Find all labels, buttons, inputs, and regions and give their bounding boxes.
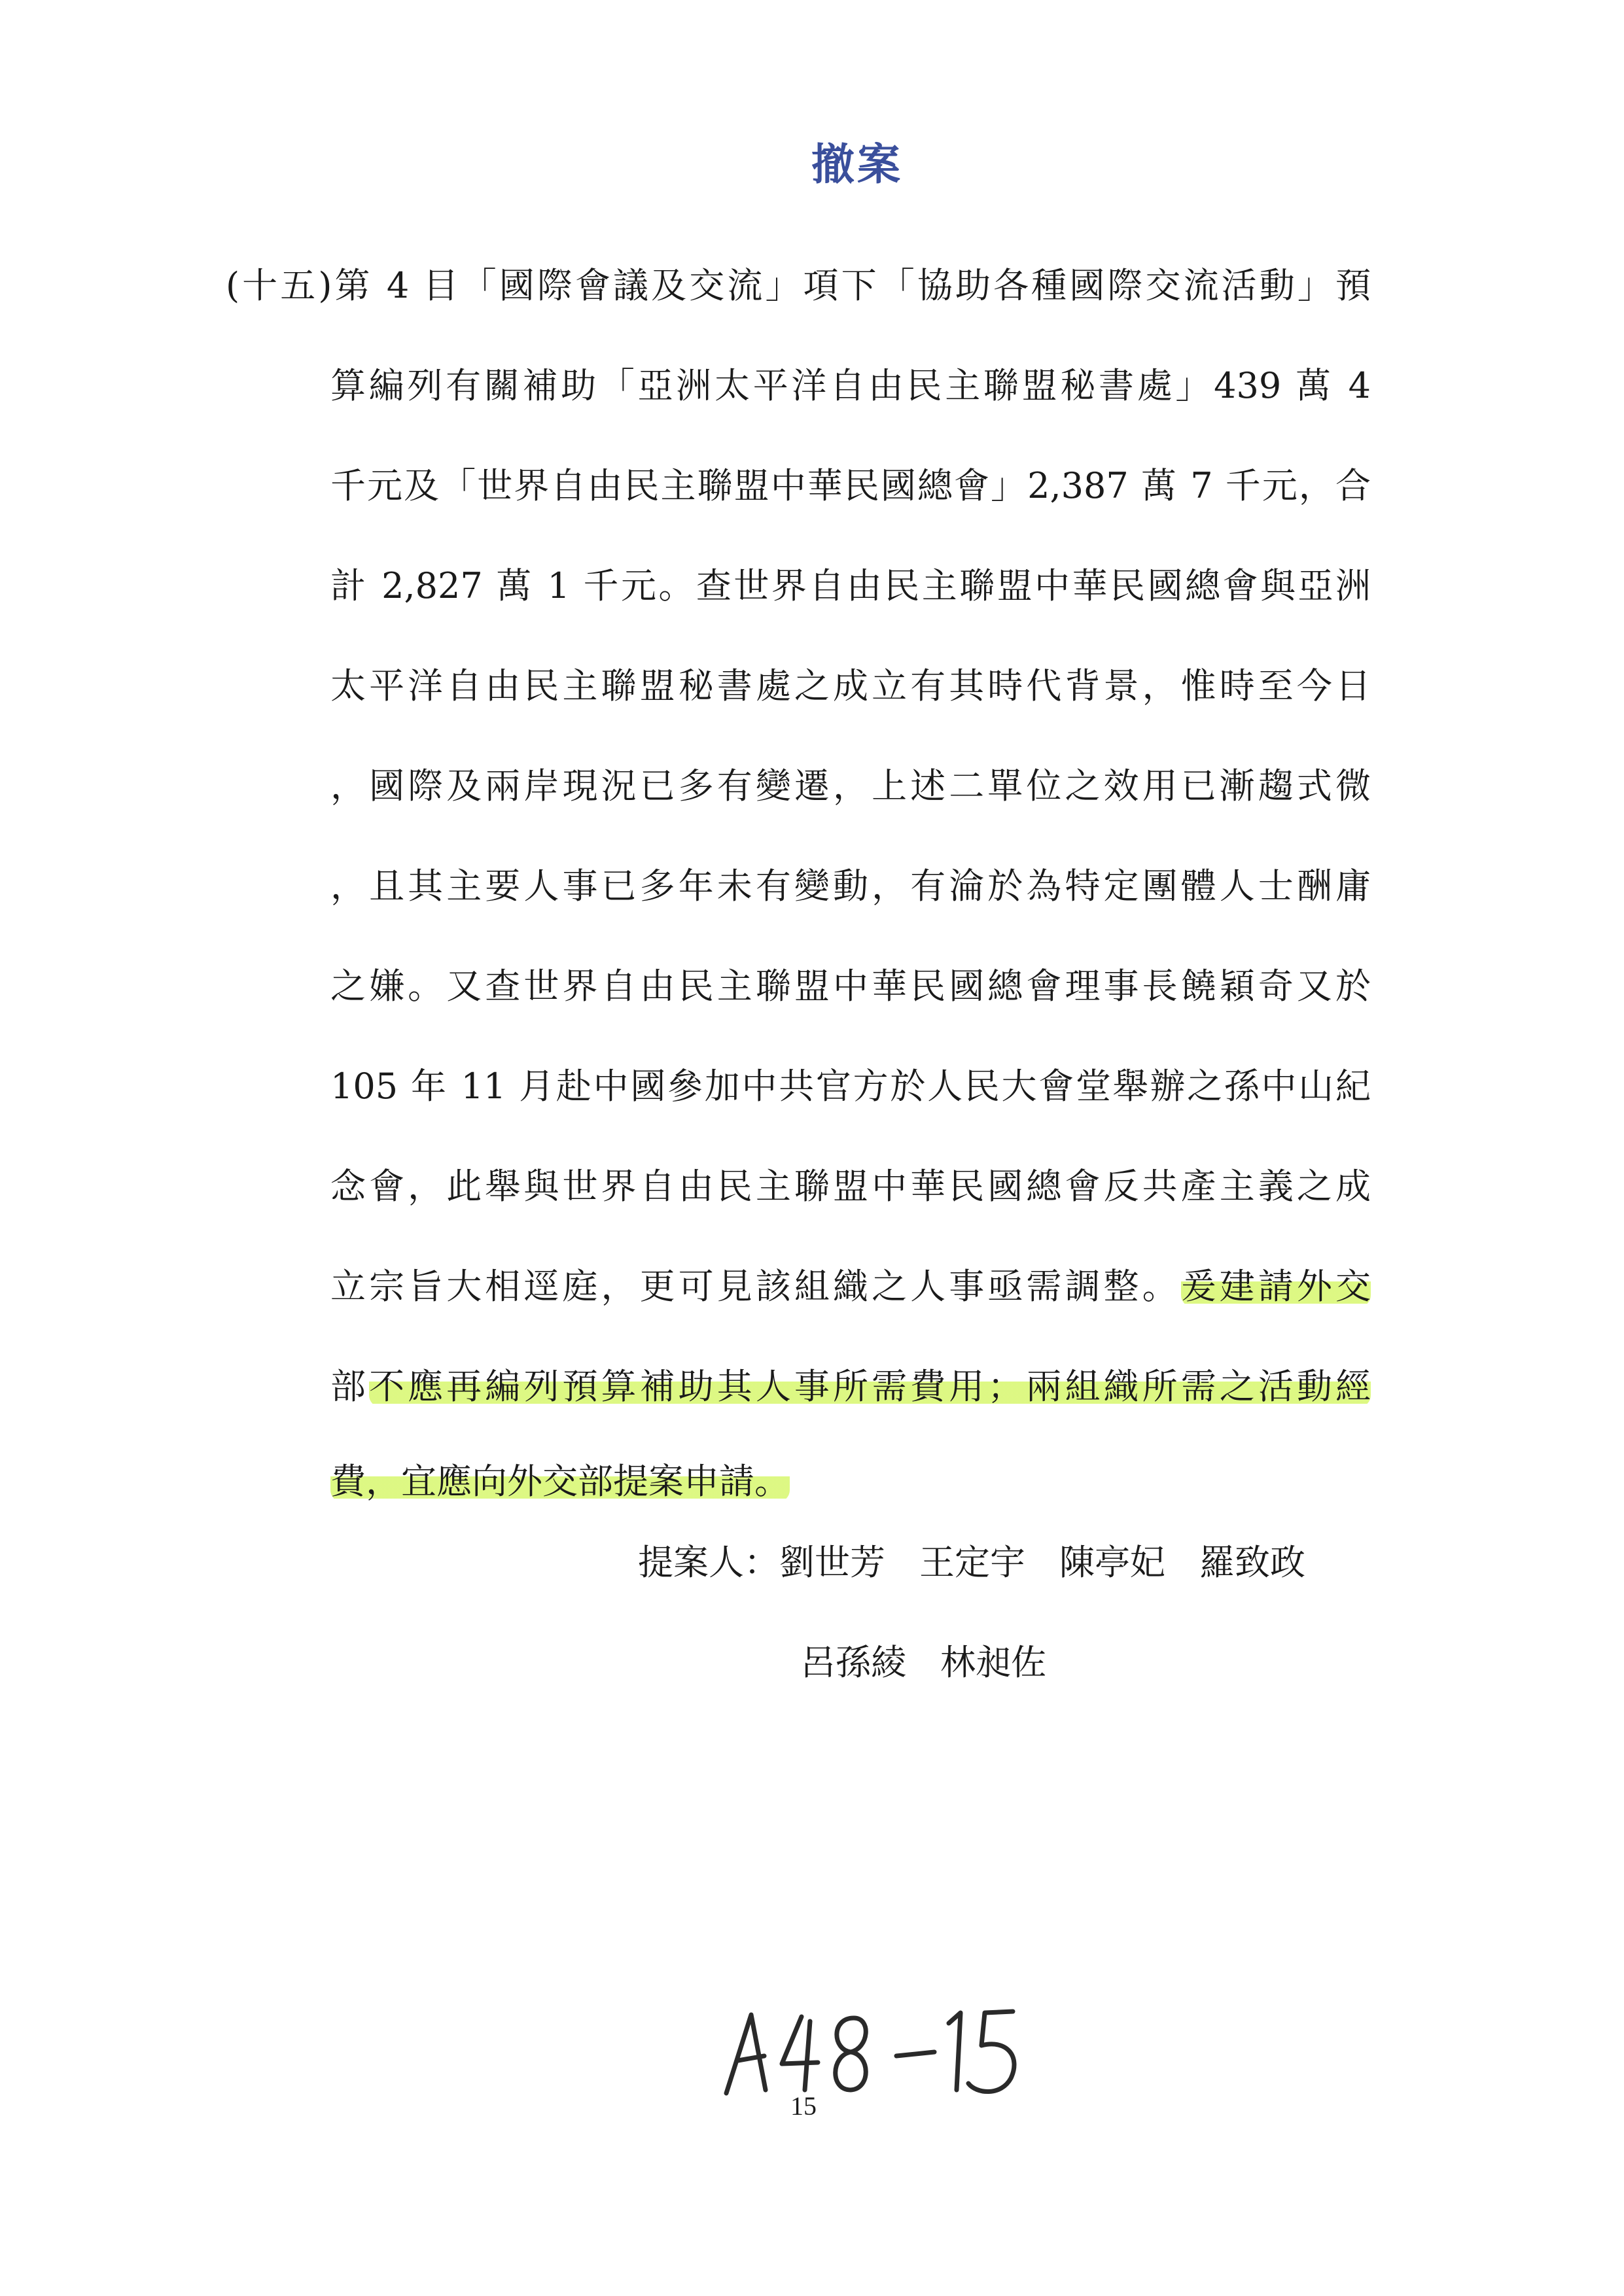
proposer-name: 羅致政: [1199, 1542, 1305, 1583]
withdrawn-stamp: 撤案: [811, 139, 903, 190]
paragraph-line-11: [330, 1264, 1371, 1310]
line-11-text: 立宗旨大相逕庭，更可見該組織之人事亟需調整。: [330, 1266, 1181, 1307]
paragraph-line-6: ，國際及兩岸現況已多有變遷，上述二單位之效用已漸趨式微: [330, 765, 1371, 807]
paragraph-line-13: [330, 1459, 790, 1505]
paragraph-line-5: 太平洋自由民主聯盟秘書處之成立有其時代背景，惟時至今日: [330, 665, 1371, 706]
proposer-name: 王定宇: [919, 1542, 1025, 1583]
paragraph-line-1: (十五)第 4 目「國際會議及交流」項下「協助各種國際交流活動」預: [226, 265, 1371, 306]
highlighted-text: 爰建請外交: [1180, 1266, 1371, 1307]
line-12-text: 部: [330, 1366, 370, 1407]
paragraph-line-2: 算編列有關補助「亞洲太平洋自由民主聯盟秘書處」439 萬 4: [330, 365, 1371, 406]
paragraph-line-12: [330, 1364, 1371, 1410]
proposers-row-2: [800, 1640, 1046, 1686]
proposer-name: 林昶佐: [940, 1642, 1046, 1683]
proposer-name: 劉世芳: [779, 1542, 885, 1583]
highlighted-text: 不應再編列預算補助其人事所需費用；兩組織所需之活動經: [369, 1366, 1371, 1407]
proposers-label: 提案人：: [638, 1542, 779, 1583]
paragraph-line-3: 千元及「世界自由民主聯盟中華民國總會」2,387 萬 7 千元，合: [330, 465, 1371, 506]
proposer-name: 陳亭妃: [1059, 1542, 1165, 1583]
paragraph-line-9: 105 年 11 月赴中國參加中共官方於人民大會堂舉辦之孫中山紀: [330, 1066, 1371, 1107]
paragraph-line-4: 計 2,827 萬 1 千元。查世界自由民主聯盟中華民國總會與亞洲: [330, 565, 1371, 606]
paragraph-line-10: 念會，此舉與世界自由民主聯盟中華民國總會反共產主義之成: [330, 1166, 1371, 1207]
proposers-row-1: [638, 1540, 1305, 1586]
page-number: 15: [790, 2091, 817, 2121]
highlighted-text: 費，宜應向外交部提案申請。: [330, 1461, 790, 1502]
proposer-name: 呂孫綾: [800, 1642, 906, 1683]
handwritten-code-A48-15: [720, 1992, 1021, 2103]
paragraph-line-8: 之嫌。又查世界自由民主聯盟中華民國總會理事長饒穎奇又於: [330, 965, 1371, 1007]
paragraph-line-7: ，且其主要人事已多年未有變動，有淪於為特定團體人士酬庸: [330, 865, 1371, 907]
